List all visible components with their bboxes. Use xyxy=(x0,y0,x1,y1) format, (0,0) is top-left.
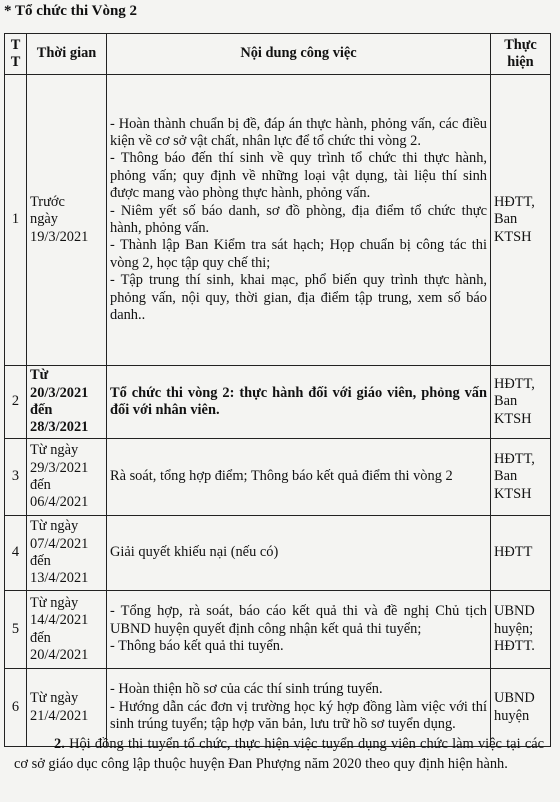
row-content xyxy=(107,75,491,366)
time-line: 20/3/2021 xyxy=(30,384,89,401)
closing-text: Hội đồng thi tuyển tổ chức, thực hiện việc tuyển dụng viên chức làm việc tại các cơ sở giáo dục công lập thuộc huyện Đan Phượng năm 2020 theo quy định hiện hành. xyxy=(14,736,544,772)
time-line: 13/4/2021 xyxy=(30,570,89,587)
table-header-row xyxy=(5,34,551,75)
header-tt-line: T xyxy=(10,36,21,53)
time-line: Trước xyxy=(30,193,65,210)
time-line: đến xyxy=(30,477,51,493)
content-item: - Thông báo kết quả thi tuyển. xyxy=(110,638,284,655)
header-exec-line: hiện xyxy=(507,54,534,70)
content-item: - Tập trung thí sinh, khai mạc, phổ biến quy trình thực hành, phỏng vấn, nội quy, thời gian, địa điểm tập trung, xem số báo danh.. xyxy=(110,272,487,324)
exec-line: HĐTT, xyxy=(494,450,535,467)
row-content xyxy=(107,366,491,439)
row-time xyxy=(27,439,107,516)
time-line: Từ ngày xyxy=(30,442,79,459)
time-line: Từ ngày xyxy=(30,594,79,611)
time-line: 14/4/2021 xyxy=(30,612,89,629)
row-exec xyxy=(491,516,551,591)
exec-line: KTSH xyxy=(494,410,532,427)
time-line: đến xyxy=(30,553,51,569)
row-exec xyxy=(491,366,551,439)
table-row xyxy=(5,366,551,439)
row-time xyxy=(27,75,107,366)
row-exec xyxy=(491,591,551,669)
content-item: Rà soát, tổng hợp điểm; Thông báo kết quả điểm thi vòng 2 xyxy=(110,468,453,485)
time-line: Từ xyxy=(30,367,49,384)
time-line: 19/3/2021 xyxy=(30,228,89,245)
row-number: 6 xyxy=(5,669,27,747)
exec-line: HĐTT xyxy=(494,544,533,561)
time-line: 21/4/2021 xyxy=(30,707,89,724)
time-line: Từ ngày xyxy=(30,690,79,707)
header-exec-line: Thực xyxy=(504,36,537,53)
content-item: - Thành lập Ban Kiểm tra sát hạch; Họp chuẩn bị công tác thi vòng 2, học tập quy chế thi; xyxy=(110,237,487,271)
content-item: - Thông báo đến thí sinh về quy trình tổ chức thi thực hành, phỏng vấn; quy định về những loại vật dụng, tài liệu thí sinh được mang vào phòng thực hành, phỏng vấn. xyxy=(110,150,487,202)
time-line: đến xyxy=(30,629,51,646)
header-tt xyxy=(5,34,27,75)
time-line: ngày xyxy=(30,211,58,228)
closing-paragraph xyxy=(14,734,544,774)
exec-line: Ban xyxy=(494,393,518,410)
time-line: đến xyxy=(30,402,53,418)
exec-line: HĐTT, xyxy=(494,193,535,210)
row-time xyxy=(27,516,107,591)
exec-line: UBND xyxy=(494,690,535,707)
row-time xyxy=(27,366,107,439)
content-item: Tổ chức thi vòng 2: thực hành đối với giáo viên, phỏng vấn đối với nhân viên. xyxy=(110,384,487,418)
time-line: 06/4/2021 xyxy=(30,494,89,511)
time-line: 29/3/2021 xyxy=(30,459,89,476)
content-item: - Niêm yết số báo danh, sơ đồ phòng, địa điểm tổ chức thực hành, phỏng vấn. xyxy=(110,202,487,236)
table-row xyxy=(5,591,551,669)
exec-line: huyện; xyxy=(494,620,534,637)
section-heading: * Tổ chức thi Vòng 2 xyxy=(4,3,138,19)
row-exec xyxy=(491,439,551,516)
exec-line: KTSH xyxy=(494,228,532,245)
closing-number: 2. xyxy=(54,736,65,752)
time-line: Từ ngày xyxy=(30,518,79,535)
row-number: 4 xyxy=(5,516,27,591)
row-content xyxy=(107,516,491,591)
content-item: Giải quyết khiếu nại (nếu có) xyxy=(110,544,279,561)
exec-line: KTSH xyxy=(494,485,532,502)
time-line: 07/4/2021 xyxy=(30,535,89,552)
header-exec xyxy=(491,34,551,75)
content-item: - Hoàn thành chuẩn bị đề, đáp án thực hành, phỏng vấn, các điều kiện về cơ sở vật chất, nhân lực để tổ chức thi vòng 2. xyxy=(110,115,487,149)
exec-line: HĐTT. xyxy=(494,638,535,655)
time-line: 28/3/2021 xyxy=(30,419,89,436)
header-content: Nội dung công việc xyxy=(107,34,491,75)
exec-line: huyện xyxy=(494,707,530,724)
exec-line: UBND xyxy=(494,603,535,620)
exec-line: Ban xyxy=(494,468,518,485)
row-number: 2 xyxy=(5,366,27,439)
table-row xyxy=(5,439,551,516)
header-tt-line: T xyxy=(10,54,21,70)
row-number: 3 xyxy=(5,439,27,516)
content-item: - Tổng hợp, rà soát, báo cáo kết quả thi và đề nghị Chủ tịch UBND huyện quyết định công nhận kết quả thi tuyển; xyxy=(110,603,487,637)
schedule-table xyxy=(4,33,551,747)
exec-line: Ban xyxy=(494,211,518,228)
time-line: 20/4/2021 xyxy=(30,646,89,663)
row-number: 1 xyxy=(5,75,27,366)
table-row xyxy=(5,516,551,591)
exec-line: HĐTT, xyxy=(494,375,535,392)
table-row xyxy=(5,75,551,366)
row-time xyxy=(27,591,107,669)
row-number: 5 xyxy=(5,591,27,669)
row-content xyxy=(107,591,491,669)
header-time: Thời gian xyxy=(27,34,107,75)
content-item: - Hướng dẫn các đơn vị trường học ký hợp đồng làm việc với thí sinh trúng tuyển; tập hợp văn bản, lưu trữ hồ sơ tuyển dụng. xyxy=(110,698,487,733)
row-exec xyxy=(491,75,551,366)
row-content xyxy=(107,439,491,516)
content-item: - Hoàn thiện hồ sơ của các thí sinh trúng tuyển. xyxy=(110,681,383,698)
